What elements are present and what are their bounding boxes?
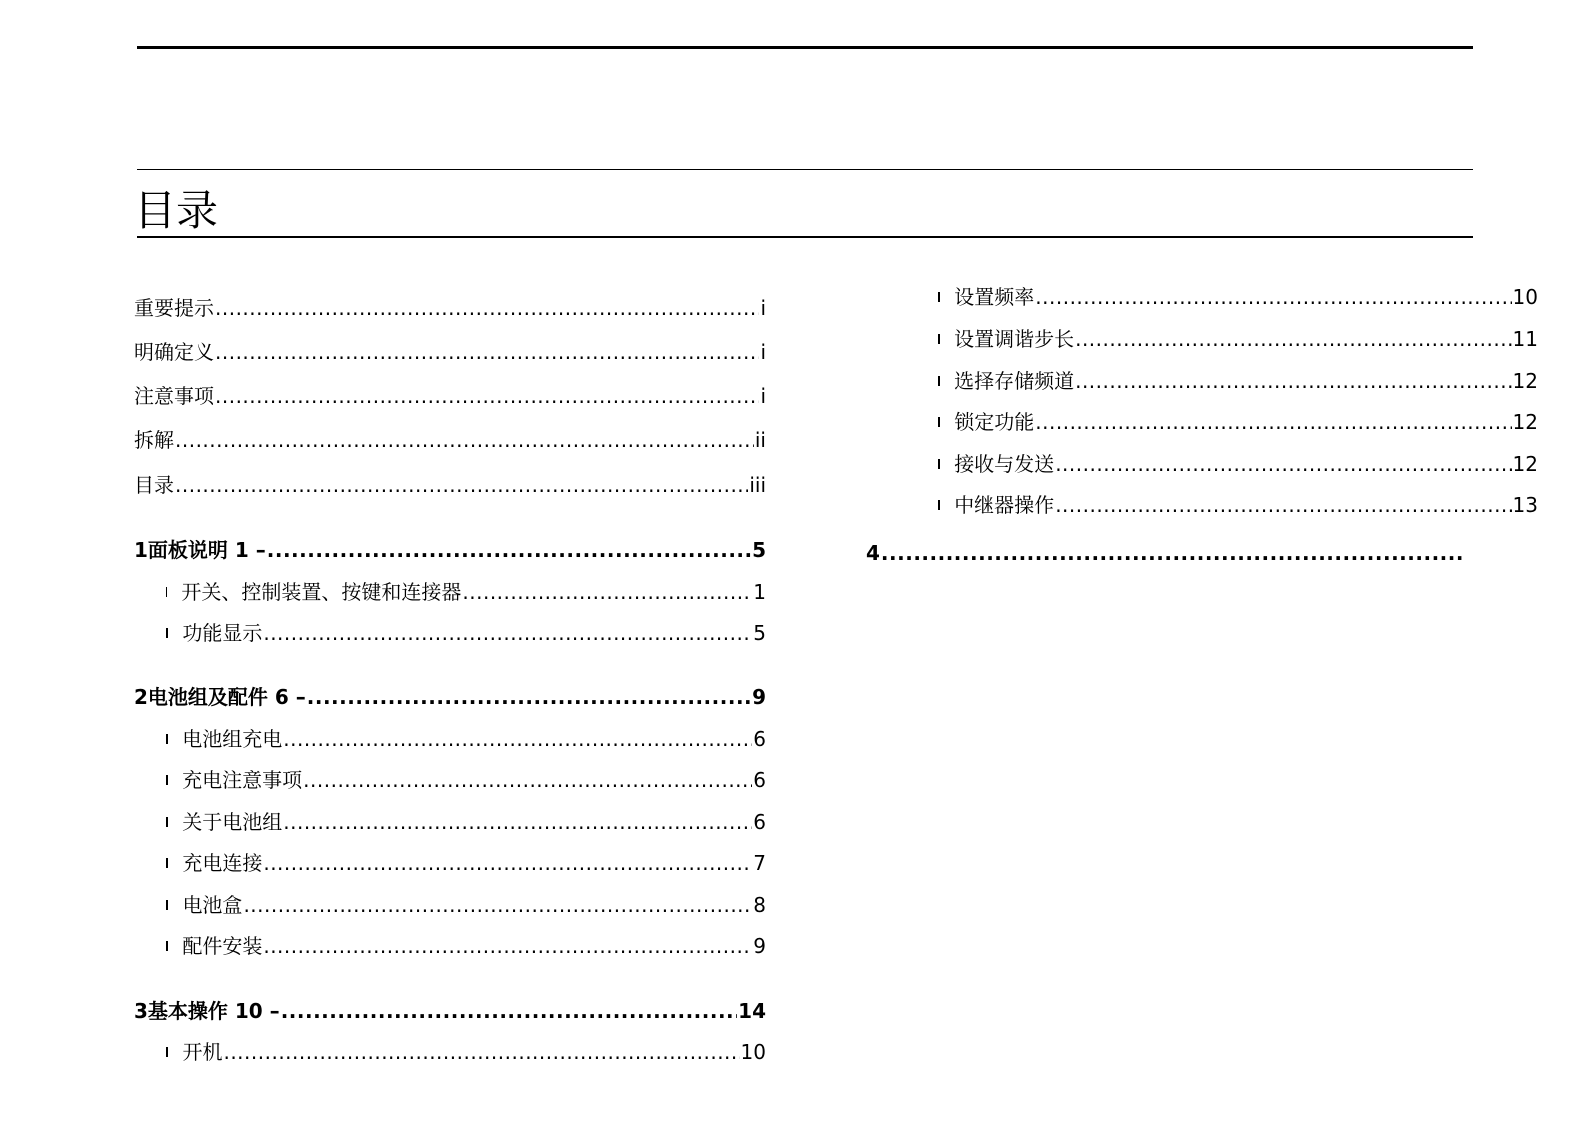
toc-entry-function-display[interactable]: 功能显示 ..... 5 [166,620,766,646]
toc-chapter-1[interactable]: 1 面板说明 1 – ..... 5 [134,537,766,563]
toc-entry-lock-function[interactable]: 锁定功能 ..... 12 [938,409,1538,435]
title-underline [137,236,1473,238]
toc-entry-definitions[interactable]: 明确定义 ..... i [134,339,766,365]
square-bullet-icon [166,900,168,910]
dot-leader [175,472,748,498]
square-bullet-icon [938,459,940,469]
toc-entry-about-battery[interactable]: 关于电池组 ..... 6 [166,809,766,835]
toc-entry-accessory-install[interactable]: 配件安装 ..... 9 [166,933,766,959]
dot-leader [215,339,759,365]
toc-entry-repeater-operation[interactable]: 中继器操作 ..... 13 [938,492,1538,518]
dot-leader [1035,284,1511,310]
dot-leader [223,1039,739,1065]
toc-entry-battery-case[interactable]: 电池盒 ..... 8 [166,892,766,918]
dot-leader [1055,492,1511,518]
toc-entry-switches-controls[interactable]: 开关、控制装置、按键和连接器 ..... 1 [166,579,766,605]
square-bullet-icon [166,775,168,785]
dot-leader [303,767,752,793]
dot-leader [263,933,752,959]
dot-leader [215,295,759,321]
toc-entry-tuning-step[interactable]: 设置调谐步长 ..... 11 [938,326,1538,352]
square-bullet-icon [166,817,168,827]
toc-entry-memory-channel[interactable]: 选择存储频道 ..... 12 [938,368,1538,394]
dot-leader [307,684,751,710]
square-bullet-icon [938,376,940,386]
toc-entry-battery-charging[interactable]: 电池组充电 ..... 6 [166,726,766,752]
square-bullet-icon [166,941,168,951]
dot-leader [175,427,754,453]
toc-entry-charging-connection[interactable]: 充电连接 ..... 7 [166,850,766,876]
toc-entry-receive-transmit[interactable]: 接收与发送 ..... 12 [938,451,1538,477]
dot-leader [283,726,752,752]
toc-chapter-3[interactable]: 3 基本操作 10 – ..... 14 [134,998,766,1024]
header-rule [137,169,1473,170]
square-bullet-icon [938,417,940,427]
dot-leader [1075,368,1511,394]
square-bullet-icon [938,500,940,510]
dot-leader [462,579,752,605]
square-bullet-icon [166,734,168,744]
toc-entry-precautions[interactable]: 注意事项 ..... i [134,383,766,409]
dot-leader [243,892,752,918]
page-title: 目录 [134,186,219,235]
toc-chapter-2[interactable]: 2 电池组及配件 6 – ..... 9 [134,684,766,710]
square-bullet-icon [938,334,940,344]
square-bullet-icon [938,292,940,302]
dot-leader [1055,451,1511,477]
dot-leader [281,998,737,1024]
square-bullet-icon [166,858,168,868]
toc-chapter-4[interactable]: 4 ..... [866,540,1466,566]
toc-entry-contents[interactable]: 目录 ..... iii [134,472,766,498]
toc-entry-power-on[interactable]: 开机 ..... 10 [166,1039,766,1065]
dot-leader [1075,326,1511,352]
toc-entry-set-frequency[interactable]: 设置频率 ..... 10 [938,284,1538,310]
top-rule [137,46,1473,49]
dot-leader [215,383,759,409]
toc-entry-important-notice[interactable]: 重要提示 ..... i [134,295,766,321]
dot-leader [283,809,752,835]
dot-leader [263,850,752,876]
dot-leader [267,537,751,563]
square-bullet-icon [166,1047,168,1057]
dot-leader [881,540,1465,566]
dot-leader [263,620,752,646]
dot-leader [1035,409,1511,435]
toc-entry-unpacking[interactable]: 拆解 ..... ii [134,427,766,453]
toc-entry-charging-precautions[interactable]: 充电注意事项 ..... 6 [166,767,766,793]
square-bullet-icon [166,587,167,597]
square-bullet-icon [166,628,168,638]
